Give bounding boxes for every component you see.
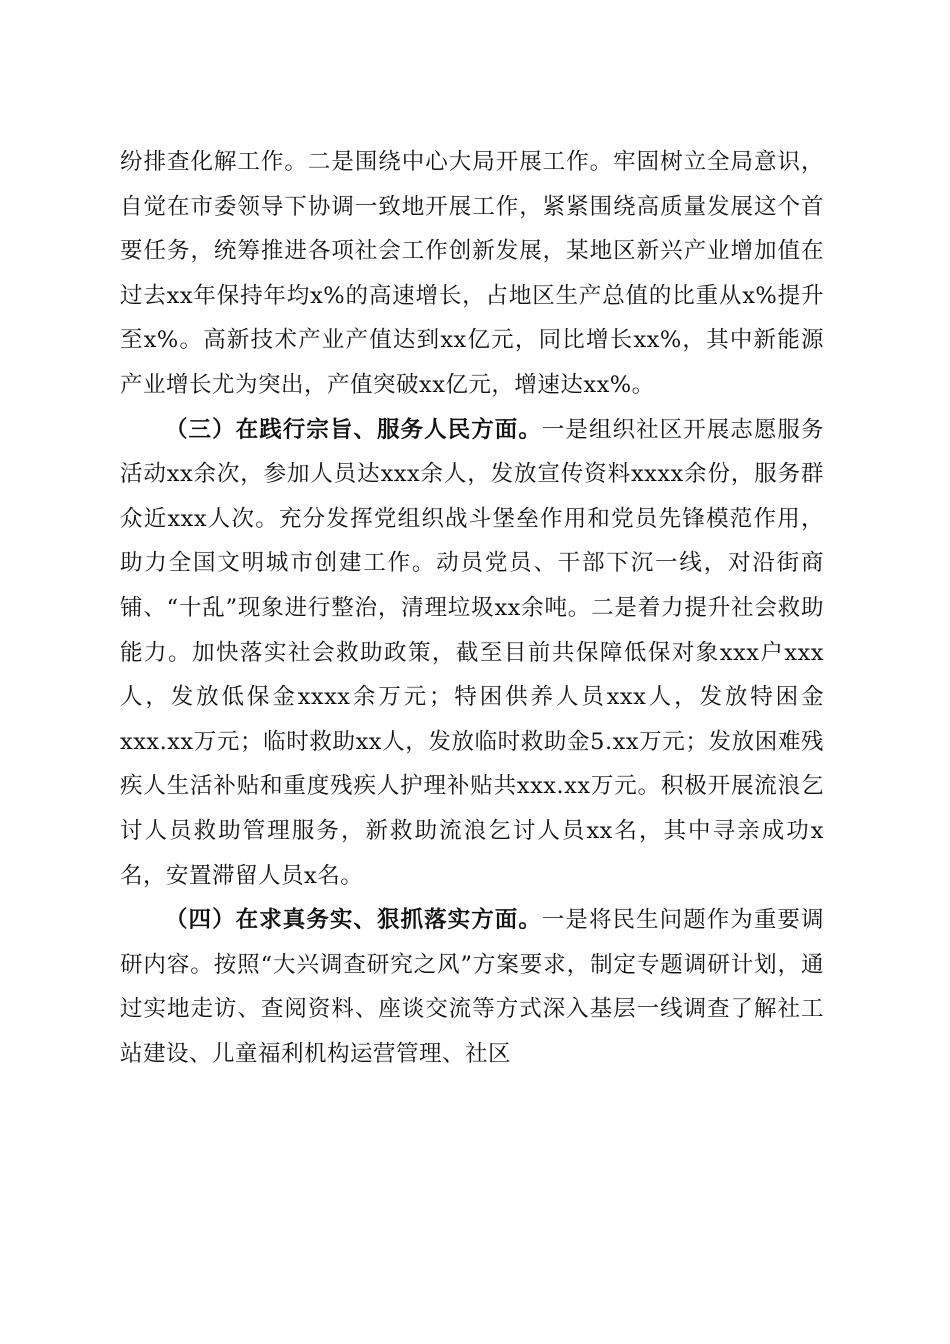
document-page bbox=[120, 140, 824, 1076]
paragraph-section-4 bbox=[120, 898, 824, 1076]
section-heading: （三）在践行宗旨、服务人民方面。 bbox=[165, 416, 542, 443]
paragraph-text: 一是将民生问题作为重要调研内容。按照“大兴调查研究之风”方案要求，制定专题调研计划，通过实地走访、查阅资料、座谈交流等方式深入基层一线调查了解社工站建设、儿童福利机构运营管理、社区 bbox=[120, 907, 824, 1067]
paragraph-continuation bbox=[120, 140, 824, 408]
paragraph-text: 一是组织社区开展志愿服务活动xx余次，参加人员达xxx余人，发放宣传资料xxxx余份，服务群众近xxx人次。充分发挥党组织战斗堡垒作用和党员先锋模范作用，助力全国文明城市创建工作。动员党员、干部下沉一线，对沿街商铺、“十乱”现象进行整治，清理垃圾xx余吨。二是着力提升社会救助能力。加快落实社会救助政策，截至目前共保障低保对象xxx户xxx人，发放低保金xxxx余万元；特困供养人员xxx人，发放特困金xxx.xx万元；临时救助xx人，发放临时救助金5.xx万元；发放困难残疾人生活补贴和重度残疾人护理补贴共xxx.xx万元。积极开展流浪乞讨人员救助管理服务，新救助流浪乞讨人员xx名，其中寻亲成功x名，安置滞留人员x名。 bbox=[120, 416, 824, 889]
paragraph-section-3 bbox=[120, 408, 824, 899]
paragraph-text: 纷排查化解工作。二是围绕中心大局开展工作。牢固树立全局意识，自觉在市委领导下协调一致地开展工作，紧紧围绕高质量发展这个首要任务，统筹推进各项社会工作创新发展，某地区新兴产业增加值在过去xx年保持年均x%的高速增长，占地区生产总值的比重从x%提升至x%。高新技术产业产值达到xx亿元，同比增长xx%，其中新能源产业增长尤为突出，产值突破xx亿元，增速达xx%。 bbox=[120, 149, 824, 398]
section-heading: （四）在求真务实、狠抓落实方面。 bbox=[165, 907, 542, 934]
